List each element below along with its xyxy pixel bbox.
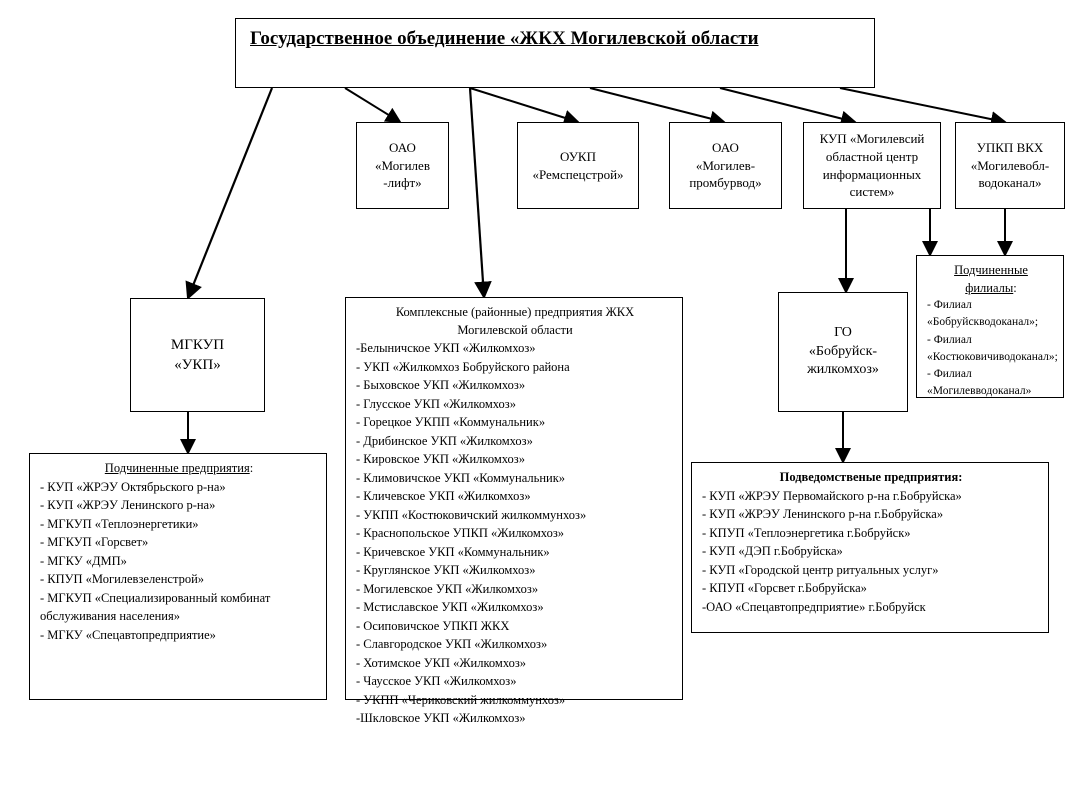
list-item: - Кличевское УКП «Жилкомхоз» xyxy=(356,489,531,503)
node-line: «УКП» xyxy=(174,357,221,373)
node-upkp-vkx xyxy=(955,122,1065,209)
list-item: - Хотимское УКП «Жилкомхоз» xyxy=(356,655,527,670)
node-line: ОАО xyxy=(389,140,416,156)
list-item: «Бобруйскводоканал»; xyxy=(927,316,1039,329)
subordinate-branches-title-line1 xyxy=(927,262,1055,280)
node-oao-mogilev-lift xyxy=(356,122,449,209)
list-item: - МГКУП «Горсвет» xyxy=(40,535,149,549)
list-item: - Краснопольское УПКП «Жилкомхоз» xyxy=(356,526,565,540)
node-line: «Могилевобл- xyxy=(970,157,1050,173)
list-item: - Филиал xyxy=(927,368,972,380)
title-suffix: : xyxy=(249,461,254,475)
list-item: - Дрибинское УКП «Жилкомхоз» xyxy=(356,433,533,448)
list-item: - УКПП «Чериковский жилкоммунхоз» xyxy=(356,692,566,707)
list-item: - Климовичское УКП «Коммунальник» xyxy=(356,470,566,485)
departmental-enterprises-title: Подведомственые предприятия: xyxy=(779,470,963,484)
list-item: «Могилевводоканал» xyxy=(927,385,1032,398)
departmental-enterprises-box xyxy=(691,462,1049,633)
list-item: - Глусское УКП «Жилкомхоз» xyxy=(356,396,516,411)
node-line: КУП «Могилевсий xyxy=(819,131,925,147)
list-item: - МГКУП «Теплоэнергетики» xyxy=(40,516,199,531)
root-node-title: Государственное объединение «ЖКХ Могилевской области xyxy=(250,28,759,49)
list-item: - КУП «ДЭП г.Бобруйска» xyxy=(702,544,843,558)
node-kup-info-center xyxy=(803,122,941,209)
node-line: «Могилев xyxy=(375,157,430,173)
node-mgkup-ukp xyxy=(130,298,265,412)
node-oukp-remspecstroy xyxy=(517,122,639,209)
node-line: ОАО xyxy=(712,140,739,156)
node-line: -лифт» xyxy=(383,175,422,191)
subordinate-enterprises-box xyxy=(29,453,327,700)
list-item: «Костюковичиводоканал»; xyxy=(927,350,1058,363)
list-item: -ОАО «Спецавтопредприятие» г.Бобруйск xyxy=(702,599,926,614)
node-line: ОУКП xyxy=(560,148,596,164)
list-item: - Кричевское УКП «Коммунальник» xyxy=(356,544,550,559)
node-line: информационных xyxy=(822,166,922,182)
node-line: жилкомхоз» xyxy=(807,362,879,378)
list-item: - КУП «ЖРЭУ Первомайского р-на г.Бобруйска» xyxy=(702,488,962,503)
title-suffix: : xyxy=(1013,280,1017,295)
list-item: - УКП «Жилкомхоз Бобруйского района xyxy=(356,359,570,374)
list-item: - МГКУП «Специализированный комбинат обслуживания населения» xyxy=(40,590,271,623)
list-item: - Осиповичское УПКП ЖКХ xyxy=(356,618,510,633)
list-item: -Белыничское УКП «Жилкомхоз» xyxy=(356,341,536,355)
list-item: - Горецкое УКПП «Коммунальник» xyxy=(356,415,546,429)
branches-title-text-1: Подчиненные xyxy=(954,263,1028,277)
list-item: - КПУП «Могилевзеленстрой» xyxy=(40,572,205,586)
node-line: «Ремспецстрой» xyxy=(532,166,624,182)
complex-enterprises-box xyxy=(345,297,683,725)
list-item: - Филиал xyxy=(927,299,972,311)
subordinate-enterprises-title xyxy=(40,460,318,478)
list-item: - Славгородское УКП «Жилкомхоз» xyxy=(356,637,548,651)
node-line: МГКУП xyxy=(170,336,225,353)
root-node-box xyxy=(235,18,875,88)
node-line: УПКП ВКХ xyxy=(976,140,1044,156)
node-line: ГО xyxy=(834,324,852,340)
subordinate-enterprises-title-text: Подчиненные предприятия xyxy=(104,461,250,475)
list-item: - КУП «ЖРЭУ Ленинского р-на» xyxy=(40,498,216,512)
list-item: - Круглянское УКП «Жилкомхоз» xyxy=(356,563,536,577)
list-item: - КУП «Городской центр ритуальных услуг» xyxy=(702,562,939,577)
list-item: - Филиал xyxy=(927,333,972,346)
list-item: - Могилевское УКП «Жилкомхоз» xyxy=(356,581,539,596)
node-line: водоканал» xyxy=(978,175,1042,191)
list-item: - Чаусское УКП «Жилкомхоз» xyxy=(356,674,517,688)
subordinate-branches-title-line2 xyxy=(927,280,1055,298)
list-item: - КУП «ЖРЭУ Ленинского р-на г.Бобруйска» xyxy=(702,507,944,521)
complex-enterprises-title-line2: Могилевской области xyxy=(457,322,573,337)
node-line: «Бобруйск- xyxy=(808,343,878,359)
list-item: -Шкловское УКП «Жилкомхоз» xyxy=(356,711,526,725)
list-item: - КПУП «Горсвет г.Бобруйска» xyxy=(702,581,867,595)
list-item: - МГКУ «Спецавтопредприятие» xyxy=(40,627,216,642)
node-oao-promburvod xyxy=(669,122,782,209)
node-line: систем» xyxy=(849,184,895,200)
list-item: - Мстиславское УКП «Жилкомхоз» xyxy=(356,600,544,614)
list-item: - Быховское УКП «Жилкомхоз» xyxy=(356,378,526,392)
list-item: - КУП «ЖРЭУ Октябрьского р-на» xyxy=(40,479,226,494)
list-item: - КПУП «Теплоэнергетика г.Бобруйск» xyxy=(702,525,911,540)
complex-enterprises-title-line1: Комплексные (районные) предприятия ЖКХ xyxy=(395,305,635,319)
list-item: - МГКУ «ДМП» xyxy=(40,553,127,568)
branches-title-text-2: филиалы xyxy=(965,280,1014,295)
list-item: - Кировское УКП «Жилкомхоз» xyxy=(356,452,525,466)
node-line: промбурвод» xyxy=(689,175,762,191)
list-item: - УКПП «Костюковичский жилкоммунхоз» xyxy=(356,507,587,522)
node-line: «Могилев- xyxy=(695,157,756,173)
subordinate-branches-box xyxy=(916,255,1064,398)
node-line: областной центр xyxy=(825,148,919,164)
node-go-bobruisk xyxy=(778,292,908,412)
